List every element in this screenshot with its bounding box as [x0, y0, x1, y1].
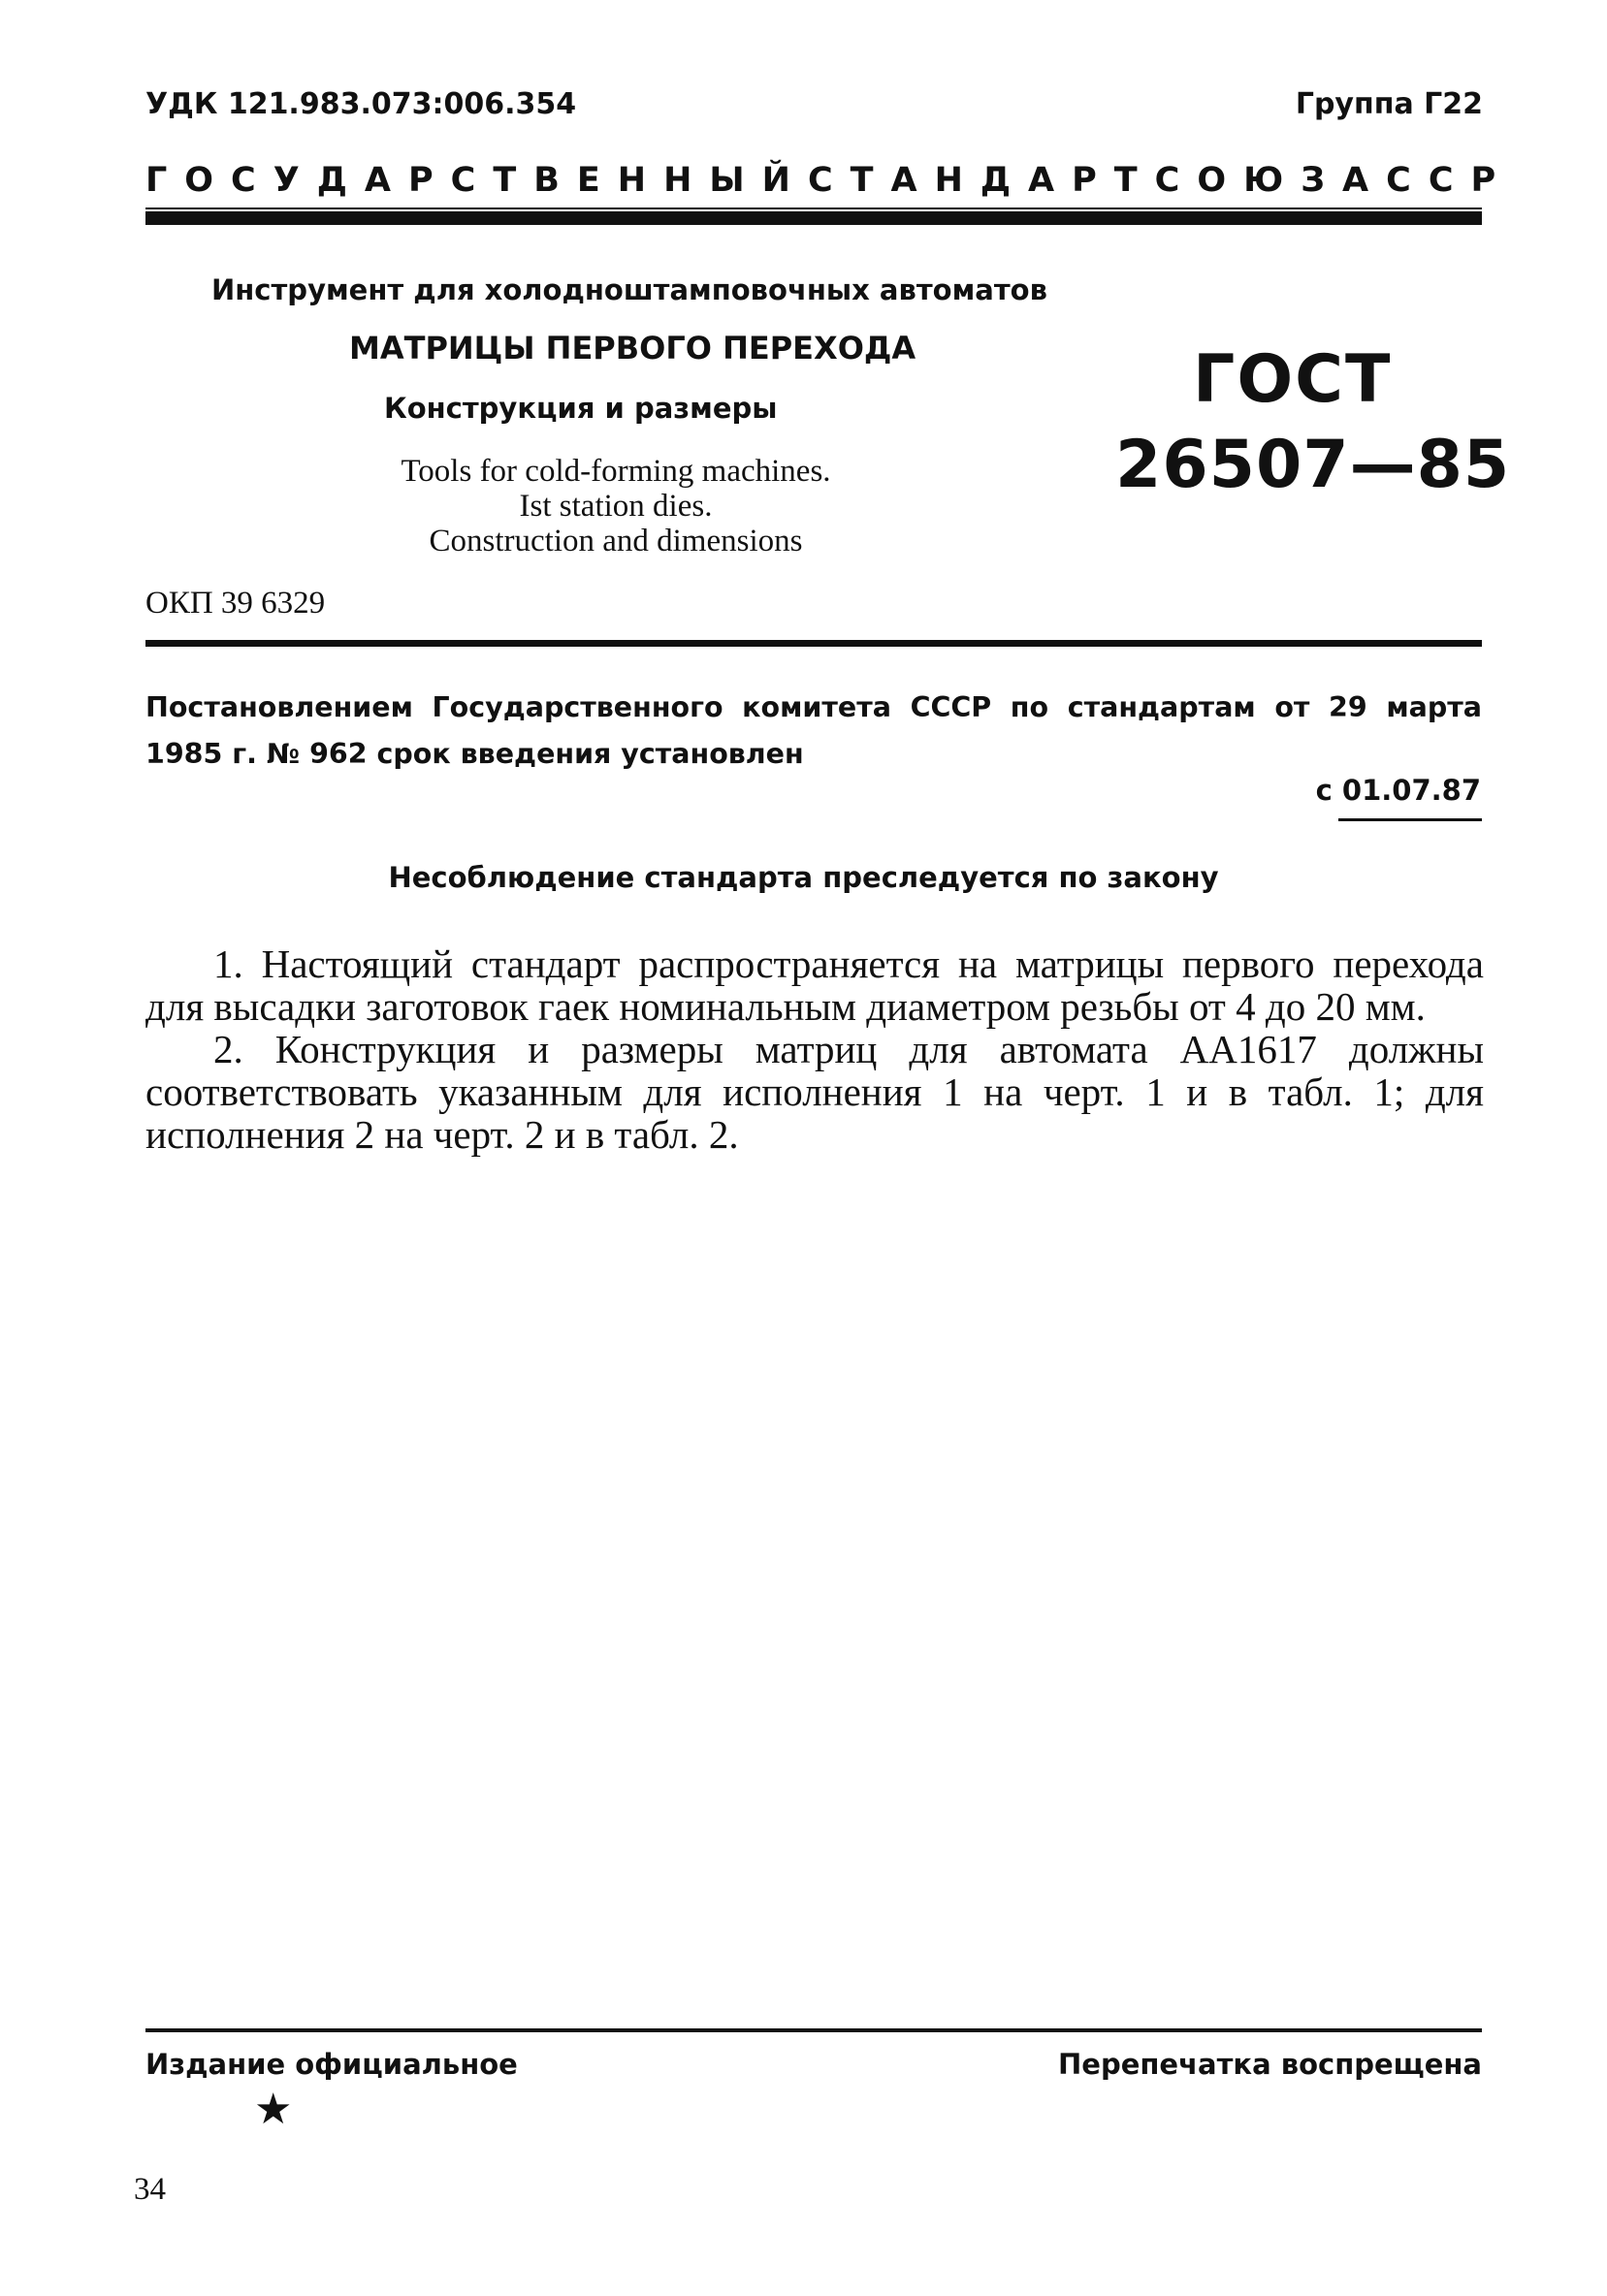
paragraph: 2. Конструкция и размеры матриц для автомата АА1617 должны соответствовать указанным для исполнения 1 на черт. 1 и в табл. 1; для исполнения 2 на черт. 2 и в табл. 2.	[145, 1027, 1484, 1157]
paragraph: 1. Настоящий стандарт распространяется на матрицы первого перехода для высадки заготовок гаек номинальным диаметром резьбы от 4 до 20 мм.	[145, 941, 1484, 1029]
decree-text: Постановлением Государственного комитета СССР по стандартам от 29 марта 1985 г. № 962 срок введения установлен	[145, 691, 1482, 770]
date-underline	[1338, 818, 1482, 821]
title-sub: Конструкция и размеры	[384, 392, 778, 425]
title-main: МАТРИЦЫ ПЕРВОГО ПЕРЕХОДА	[349, 330, 916, 367]
legal-warning: Несоблюдение стандарта преследуется по закону	[388, 861, 1219, 894]
banner-word: СТАНДАРТ	[807, 161, 1155, 200]
udk-code: УДК 121.983.073:006.354	[145, 87, 577, 121]
gost-number: 26507—85	[1115, 427, 1511, 503]
header-thin-rule	[145, 207, 1482, 209]
page-number: 34	[134, 2172, 166, 2207]
effective-date: с 01.07.87	[1315, 774, 1481, 807]
header-thick-rule	[145, 211, 1482, 225]
group-code: Группа Г22	[1295, 87, 1483, 121]
title-tool: Инструмент для холодноштамповочных автоматов	[211, 273, 1047, 306]
gost-label: ГОСТ	[1193, 341, 1393, 418]
banner-word: СОЮЗА	[1154, 161, 1387, 200]
okp-code: ОКП 39 6329	[145, 586, 326, 621]
star-icon: ★	[254, 2085, 293, 2134]
section-rule	[145, 640, 1482, 647]
banner-word: ГОСУДАРСТВЕННЫЙ	[145, 161, 808, 200]
official-edition: Издание официальное	[145, 2048, 518, 2081]
footer-rule	[145, 2028, 1482, 2032]
english-title-line: Construction and dimensions	[429, 524, 803, 558]
state-standard-banner	[145, 161, 1514, 200]
english-title-line: Ist station dies.	[519, 489, 713, 524]
banner-word: ССР	[1386, 161, 1514, 200]
english-title-line: Tools for cold-forming machines.	[401, 454, 831, 489]
reprint-prohibited: Перепечатка воспрещена	[1058, 2048, 1482, 2081]
body-text	[145, 942, 1484, 1156]
english-title	[291, 454, 941, 558]
